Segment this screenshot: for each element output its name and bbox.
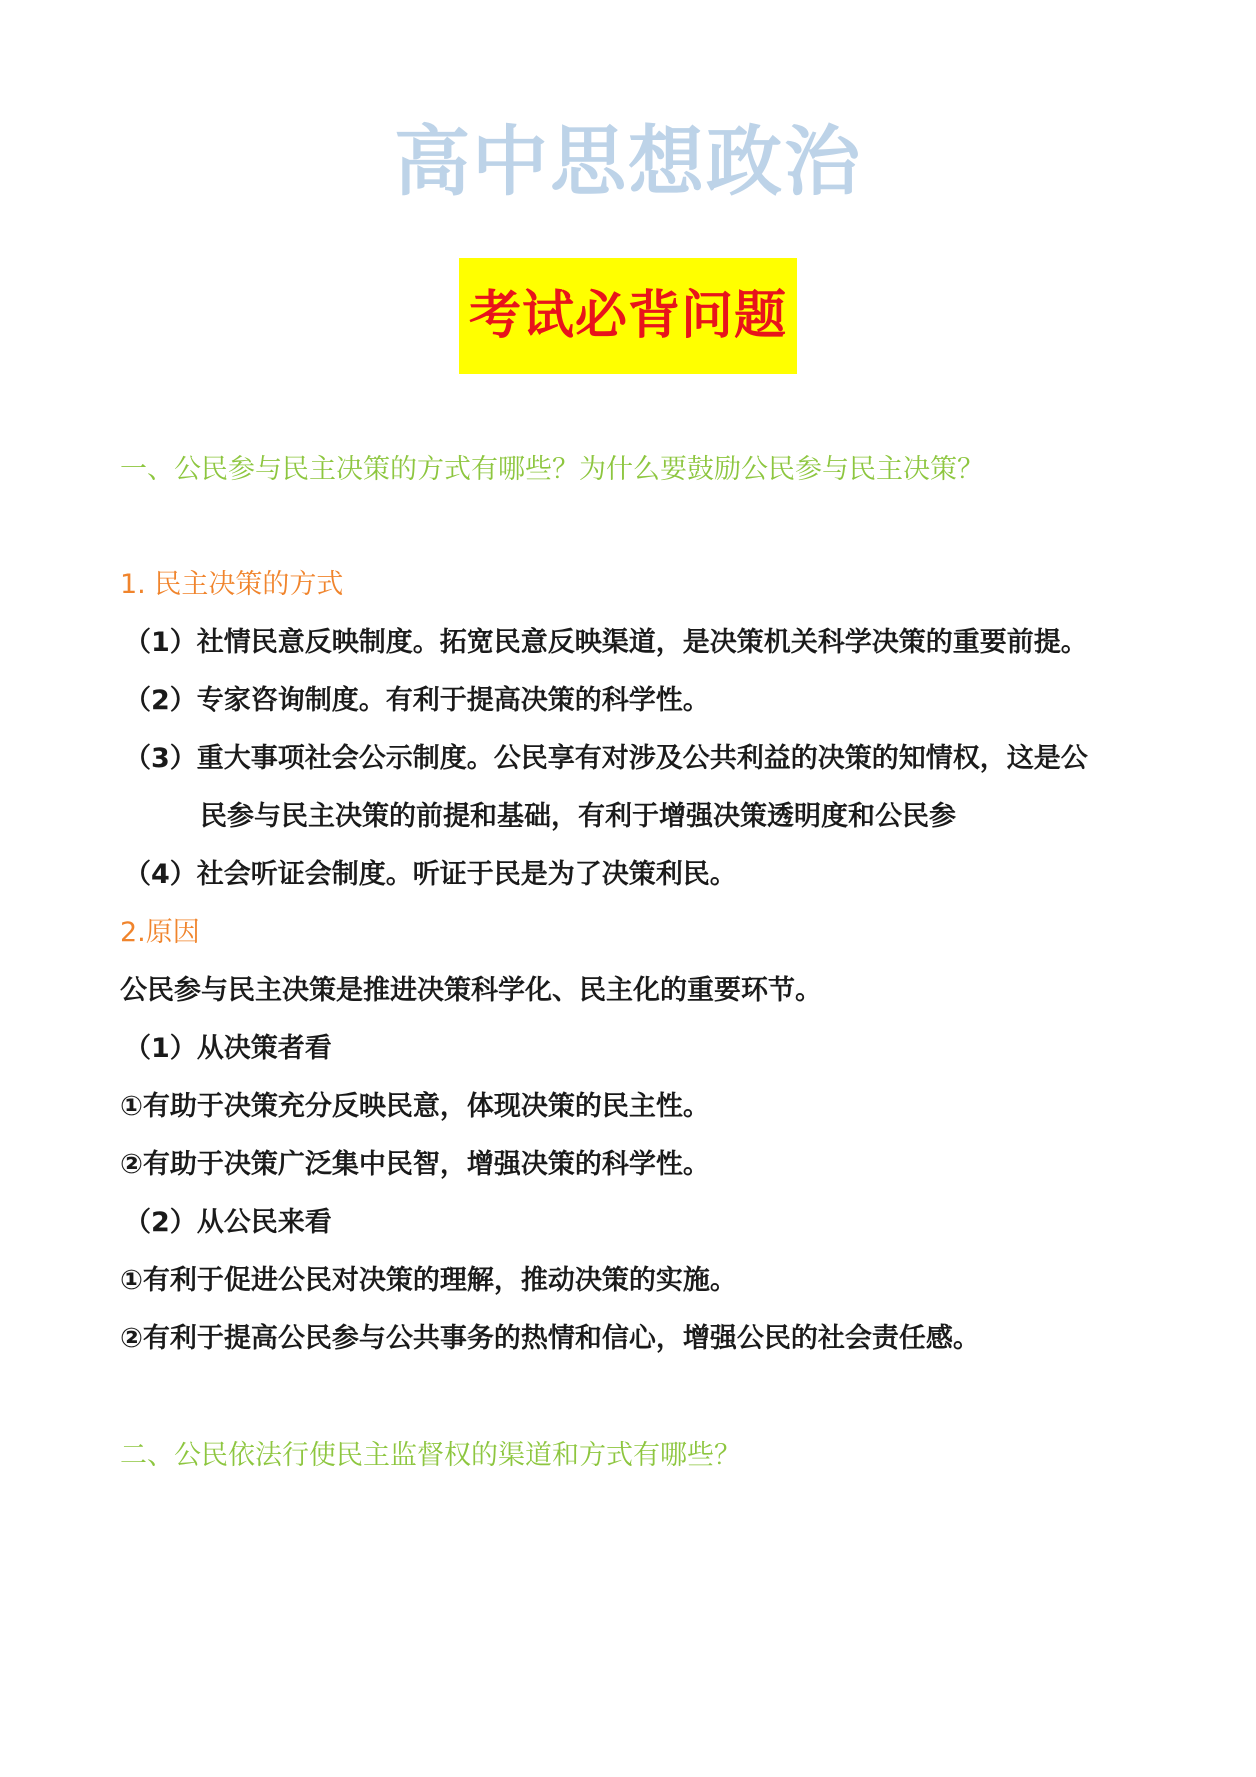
- paragraph: 公民参与民主决策是推进决策科学化、民主化的重要环节。: [120, 975, 822, 1006]
- list-item: ①有助于决策充分反映民意，体现决策的民主性。: [120, 1091, 710, 1122]
- section1-sub2-heading: 2.原因: [120, 917, 200, 948]
- list-item: （1）社情民意反映制度。拓宽民意反映渠道，是决策机关科学决策的重要前提。: [124, 627, 1088, 658]
- list-item: （1）从决策者看: [124, 1033, 332, 1064]
- section1-question: 一、公民参与民主决策的方式有哪些？为什么要鼓励公民参与民主决策？: [120, 454, 984, 485]
- section2-question: 二、公民依法行使民主监督权的渠道和方式有哪些？: [120, 1440, 741, 1471]
- list-item: ①有利于促进公民对决策的理解，推动决策的实施。: [120, 1265, 737, 1296]
- list-item: ②有利于提高公民参与公共事务的热情和信心，增强公民的社会责任感。: [120, 1323, 980, 1354]
- list-item: （2）专家咨询制度。有利于提高决策的科学性。: [124, 685, 710, 716]
- banner-highlight: 考试必背问题: [459, 258, 797, 374]
- banner-wrapper: [0, 258, 1256, 374]
- list-item: （4）社会听证会制度。听证于民是为了决策利民。: [124, 859, 737, 890]
- section1-sub1-heading: 1. 民主决策的方式: [120, 569, 344, 600]
- list-item: ②有助于决策广泛集中民智，增强决策的科学性。: [120, 1149, 710, 1180]
- list-item: （3）重大事项社会公示制度。公民享有对涉及公共利益的决策的知情权，这是公: [124, 743, 1088, 774]
- list-item: （2）从公民来看: [124, 1207, 332, 1238]
- page-title: 高中思想政治: [394, 117, 862, 206]
- list-item-continuation: 民参与民主决策的前提和基础，有利于增强决策透明度和公民参: [200, 801, 956, 832]
